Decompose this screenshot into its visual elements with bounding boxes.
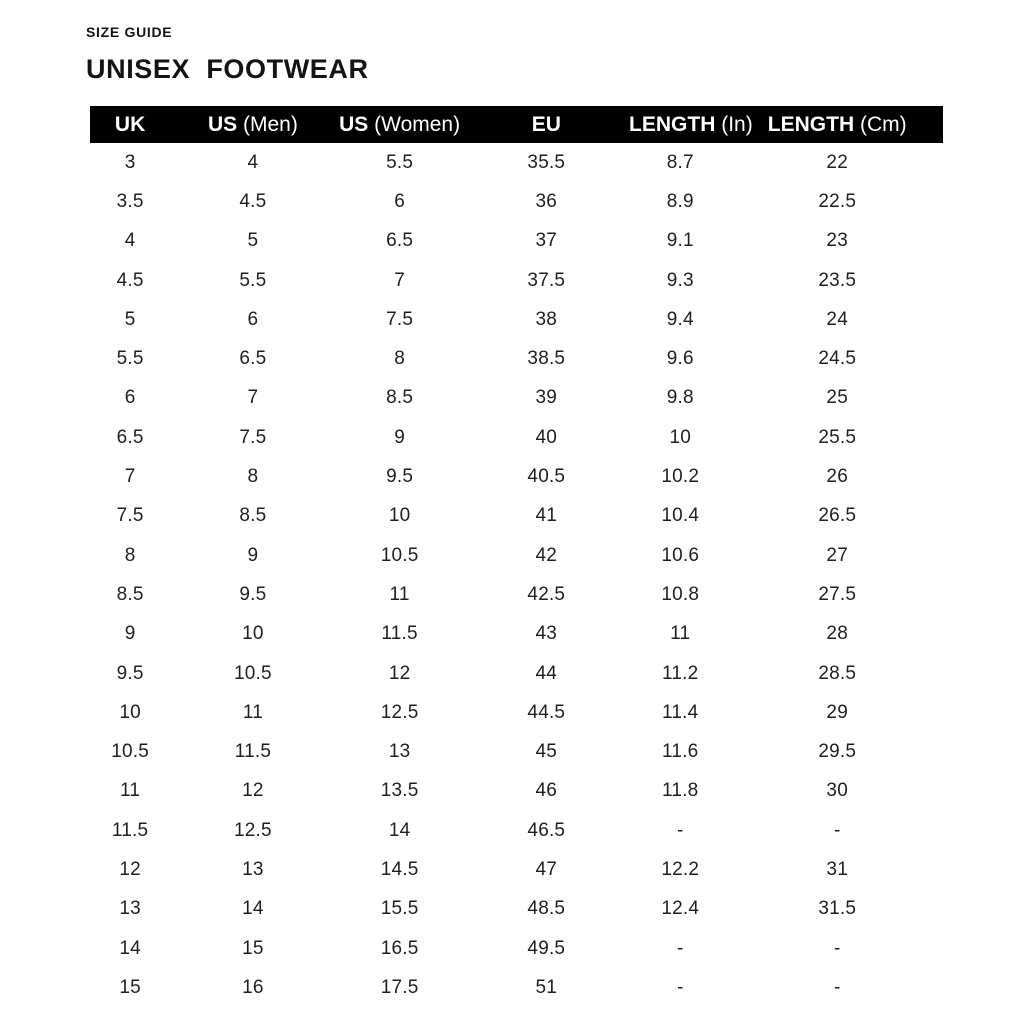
table-row [90,890,943,929]
size-cell-us-men: 6 [247,308,259,330]
table-row [90,615,943,654]
size-cell-us-men: 16 [242,976,264,998]
size-table-header-row [90,106,943,143]
page-title: UNISEX FOOTWEAR [86,54,369,84]
size-cell-eu: 49.5 [527,937,566,959]
size-guide-eyebrow: SIZE GUIDE [86,24,173,40]
size-cell-us-men: 12 [242,780,264,802]
size-table [90,106,943,1008]
size-cell-length-cm: - [833,976,841,998]
size-cell-length-cm: 31.5 [818,898,857,920]
table-row [90,182,943,221]
size-cell-us-women: 12 [388,662,411,684]
size-cell-length-cm: 22 [826,151,848,173]
size-cell-uk: 4 [124,230,136,252]
size-cell-uk: 13 [119,898,141,920]
size-cell-us-men: 9.5 [239,583,267,605]
size-cell-length-in: - [676,937,684,959]
size-cell-uk: 12 [119,858,141,880]
size-cell-length-in: 10.4 [661,505,700,527]
size-cell-length-in: 8.9 [666,190,694,212]
size-cell-us-men: 11.5 [234,741,272,763]
size-cell-us-women: 13 [388,741,411,763]
size-cell-eu: 38 [535,308,558,330]
size-cell-uk: 8 [124,544,136,566]
size-cell-us-women: 11 [389,583,410,605]
table-row [90,811,943,850]
size-cell-us-men: 7.5 [239,426,267,448]
size-cell-us-women: 8 [394,348,405,370]
column-header-length-cm: LENGTH (Cm) [767,112,907,136]
size-cell-us-men: 14 [242,898,264,920]
size-cell-uk: 3 [124,151,136,173]
size-cell-length-in: 10 [669,426,691,448]
size-cell-length-cm: 28.5 [818,662,857,684]
size-cell-length-in: 11.2 [662,662,699,684]
size-table-container [90,106,943,1008]
size-cell-eu: 44 [535,662,558,684]
size-cell-us-women: 13.5 [380,780,419,802]
size-cell-length-in: 11.8 [662,780,699,802]
table-row [90,339,943,378]
size-cell-eu: 37 [535,230,558,252]
size-cell-us-men: 5 [247,230,259,252]
column-header-length-in: LENGTH (In) [629,112,753,136]
table-row [90,261,943,300]
size-cell-length-in: - [676,819,684,841]
size-cell-eu: 46 [535,780,558,802]
table-row [90,418,943,457]
size-cell-length-in: 12.2 [661,858,700,880]
size-cell-length-cm: - [833,819,841,841]
size-cell-length-in: 12.4 [661,898,700,920]
size-cell-length-in: 11.6 [662,741,699,763]
size-cell-length-in: 10.8 [661,583,700,605]
size-cell-us-men: 4.5 [239,190,267,212]
size-cell-eu: 41 [535,505,558,527]
table-row [90,693,943,732]
size-cell-length-cm: 24.5 [818,348,857,370]
size-cell-length-in: - [676,976,684,998]
size-cell-eu: 51 [535,976,558,998]
size-cell-uk: 11 [120,780,141,802]
size-cell-eu: 40 [535,426,558,448]
size-cell-length-cm: 25.5 [818,426,857,448]
size-cell-us-men: 6.5 [239,348,267,370]
table-row [90,143,943,182]
size-cell-uk: 3.5 [116,190,144,212]
size-cell-eu: 48.5 [527,898,566,920]
size-cell-length-cm: 23 [826,230,848,252]
size-cell-us-women: 7 [394,269,405,291]
size-cell-us-women: 11.5 [381,623,418,645]
table-row [90,300,943,339]
table-row [90,654,943,693]
column-header-uk: UK [114,112,146,136]
size-cell-length-cm: 23.5 [818,269,857,291]
table-row [90,929,943,968]
size-cell-uk: 7.5 [116,505,144,527]
size-cell-us-women: 10 [388,505,411,527]
table-row [90,536,943,575]
size-cell-length-in: 9.4 [666,308,694,330]
size-cell-uk: 6.5 [116,426,144,448]
table-row [90,379,943,418]
size-cell-us-women: 16.5 [380,937,419,959]
size-cell-length-cm: 29.5 [818,741,857,763]
table-row [90,772,943,811]
size-cell-length-cm: 31 [826,858,848,880]
size-cell-us-men: 4 [247,151,259,173]
size-cell-eu: 38.5 [527,348,566,370]
size-cell-length-cm: 25 [826,387,848,409]
size-cell-eu: 36 [535,190,558,212]
size-cell-uk: 5 [124,308,136,330]
size-cell-length-in: 9.1 [666,230,694,252]
size-cell-uk: 4.5 [116,269,144,291]
size-cell-length-in: 11.4 [662,701,699,723]
size-cell-eu: 37.5 [527,269,566,291]
size-cell-us-women: 6 [394,190,405,212]
table-row [90,497,943,536]
size-cell-us-men: 5.5 [239,269,267,291]
size-cell-us-women: 14 [388,819,411,841]
size-cell-us-men: 9 [247,544,259,566]
table-row [90,457,943,496]
size-cell-us-men: 7 [247,387,259,409]
size-cell-eu: 43 [535,623,558,645]
size-cell-eu: 44.5 [527,701,566,723]
size-cell-us-men: 8.5 [239,505,267,527]
table-row [90,732,943,771]
size-cell-length-cm: 27 [826,544,848,566]
size-cell-us-men: 11 [242,701,263,723]
size-cell-us-men: 15 [242,937,264,959]
size-cell-eu: 47 [535,858,558,880]
size-cell-us-women: 14.5 [380,858,419,880]
size-cell-us-men: 10.5 [234,662,272,684]
size-cell-us-women: 15.5 [380,898,419,920]
column-header-us-women: US (Women) [339,112,461,136]
size-cell-length-in: 9.6 [666,348,694,370]
size-cell-length-cm: 26 [826,466,848,488]
size-cell-eu: 40.5 [527,466,566,488]
size-cell-uk: 10.5 [111,741,149,763]
size-cell-length-cm: 28 [826,623,848,645]
size-cell-length-in: 10.6 [661,544,700,566]
size-cell-uk: 8.5 [116,583,144,605]
column-header-us-men: US (Men) [207,112,298,136]
size-cell-uk: 11.5 [111,819,149,841]
size-cell-length-cm: 29 [826,701,848,723]
size-cell-length-cm: 22.5 [818,190,857,212]
size-cell-uk: 7 [124,466,136,488]
size-cell-us-women: 7.5 [386,308,414,330]
size-cell-length-cm: 24 [826,308,848,330]
size-cell-us-women: 12.5 [380,701,419,723]
size-cell-us-women: 5.5 [386,151,414,173]
table-row [90,575,943,614]
size-cell-us-men: 8 [247,466,259,488]
column-header-eu: EU [531,112,561,136]
table-row [90,968,943,1007]
size-cell-us-women: 9 [394,426,405,448]
size-cell-us-women: 10.5 [380,544,419,566]
size-cell-us-men: 10 [242,623,264,645]
size-cell-uk: 9.5 [116,662,144,684]
size-cell-us-women: 17.5 [380,976,419,998]
table-row [90,850,943,889]
size-cell-length-in: 9.3 [666,269,694,291]
size-cell-uk: 6 [124,387,136,409]
size-cell-eu: 42 [535,544,558,566]
size-cell-eu: 35.5 [527,151,566,173]
size-cell-eu: 45 [535,741,558,763]
size-cell-uk: 15 [119,976,141,998]
size-cell-us-men: 13 [242,858,264,880]
size-cell-us-women: 9.5 [386,466,414,488]
size-cell-eu: 46.5 [527,819,566,841]
size-cell-length-cm: 30 [826,780,848,802]
size-cell-uk: 10 [119,701,141,723]
size-cell-eu: 42.5 [527,583,566,605]
size-cell-us-men: 12.5 [234,819,272,841]
table-row [90,222,943,261]
size-cell-length-cm: - [833,937,841,959]
size-cell-uk: 5.5 [116,348,144,370]
size-cell-length-cm: 26.5 [818,505,857,527]
size-cell-us-women: 8.5 [386,387,414,409]
size-cell-length-in: 8.7 [666,151,694,173]
size-cell-length-cm: 27.5 [818,583,857,605]
size-table-body [90,143,943,1008]
size-cell-uk: 14 [119,937,141,959]
size-cell-eu: 39 [535,387,558,409]
size-cell-length-in: 10.2 [661,466,700,488]
size-cell-length-in: 11 [670,623,691,645]
size-cell-us-women: 6.5 [386,230,414,252]
size-cell-uk: 9 [124,623,136,645]
size-cell-length-in: 9.8 [666,387,694,409]
